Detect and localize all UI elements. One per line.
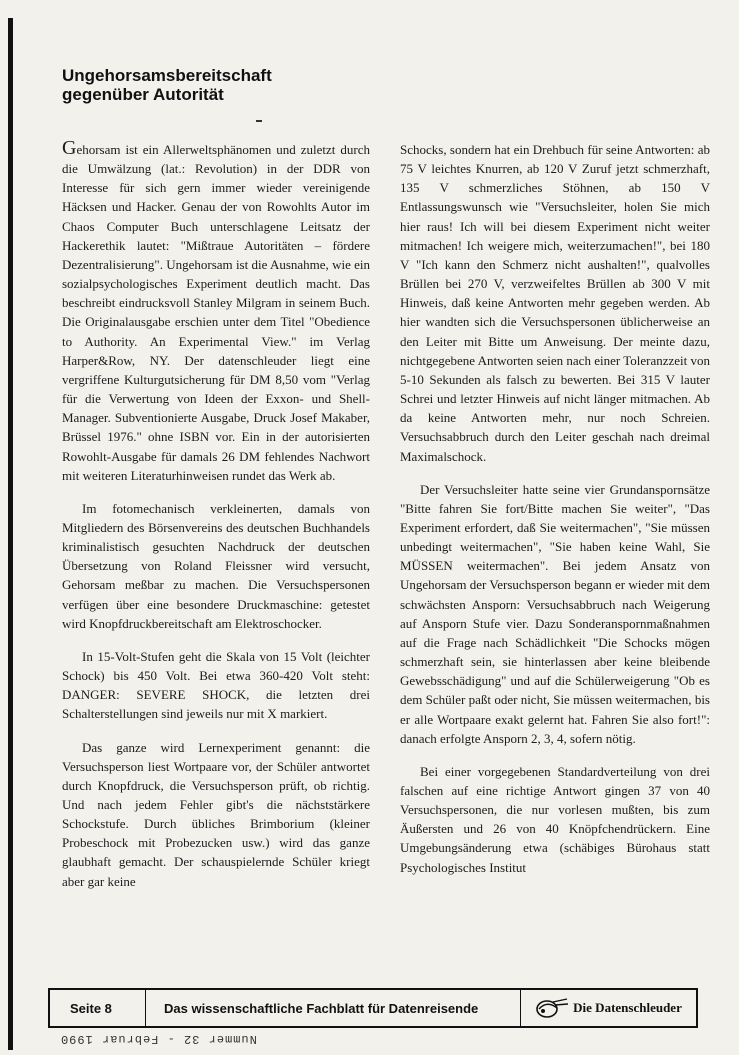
- magazine-logo: [521, 990, 696, 1026]
- paragraph-1-text: ehorsam ist ein Allerweltsphänomen und zuletzt durch die Umwälzung (lat.: Revolution) in der DDR von Interesse für sich gern immer wieder vereinigende Häcksen und Hacker. Genau der von Rowohlts Autor im Chaos Computer Buch unterschlagene Leitsatz der Hackerethik lautet: "Mißtraue Autoritäten – fördere Dezentralisierung". Ungehorsam ist die Ausnahme, wie ein sozialpsychologisches Experiment deutlich macht. Das beschreibt eindrucksvoll Stanley Milgram in seinem Buch. Die Originalausgabe erschien unter dem Titel "Obedience to Authority. An Experimental View." im Verlag Harper&Row, NY. Der datenschleuder liegt eine vergriffene Kulturgutsicherung für DM 8,50 vom "Verlag für die Verwertung von Ideen der Exxon- und Shell-Manager. Subventionierte Ausgabe, Druck Josef Makaber, Brüssel 1976." ohne ISBN vor. Ein in der autorisierten Rowohlt-Ausgabe für damals 26 DM fehlendes Nachwort mit weiteren Literaturhinweisen rundet das Werk ab.: [62, 142, 370, 483]
- page-footer: [48, 988, 698, 1028]
- paragraph-2: Im fotomechanisch verkleinerten, damals von Mitgliedern des Börsenvereins des deutschen Buchhandels kriminalistisch gesuchten Nachdruck der deutschen Übersetzung von Roland Fleissner wird versucht, Gehorsam meßbar zu machen. Die Versuchspersonen verfügen über eine besondere Druckmaschine: getestet wird Knopfdruckbereitschaft am Elektroschocker.: [62, 500, 370, 631]
- sling-hand-icon: [535, 996, 569, 1020]
- paragraph-3: In 15-Volt-Stufen geht die Skala von 15 Volt (leichter Schock) bis 450 Volt. Bei etwa 360-420 Volt steht: DANGER: SEVERE SHOCK, die letzten drei Schalterstellungen sind jeweils nur mit X markiert.: [62, 648, 370, 722]
- drop-cap: G: [62, 137, 77, 159]
- article-title-line-2: gegenüber Autorität: [62, 85, 224, 104]
- page-edge-bar: [8, 18, 13, 1050]
- article-title: [62, 66, 272, 104]
- magazine-tagline: Das wissenschaftliche Fachblatt für Datenreisende: [146, 990, 521, 1026]
- issue-number-mirrored: Nummer 32 - Februar 1990: [60, 1032, 257, 1046]
- paragraph-7: Bei einer vorgegebenen Standardverteilung von drei falschen auf eine richtige Antwort gingen 37 von 40 Versuchspersonen, die nur vorlesen mußten, bis zum Äußersten und 26 von 40 Knöpfchendrückern. Eine Umgebungsänderung etwa (schäbiges Bürohaus statt Psychologisches Institut: [400, 763, 710, 875]
- paragraph-6: Der Versuchsleiter hatte seine vier Grundanspornsätze "Bitte fahren Sie fort/Bitte machen Sie weiter", "Das Experiment erfordert, daß Sie weitermachen", "Sie müssen unbedingt weitermachen", "Sie haben keine Wahl, Sie MÜSSEN weitermachen". Bei jedem Ansatz von Ungehorsam der Versuchsperson begann er wieder mit dem schwächsten Ansporn: Versuchsabbruch nach Weigerung auf Ansporn Stufe vier. Dazu Sonderanspornmaßnahmen auf die Frage nach Schädlichkeit "Die Schocks mögen schmerzhaft sein, sie hinterlassen aber keine bleibende Gewebsschädigung" und auf die Schülerweigerung "Ob es dem Schüler paßt oder nicht, Sie müssen weitermachen, bis er alle Wortpaare exakt gelernt hat. Fahren Sie also fort!": danach erfolgte Ansporn 2, 3, 4, sofern nötig.: [400, 481, 710, 746]
- title-divider: [256, 120, 262, 122]
- paragraph-5: Schocks, sondern hat ein Drehbuch für seine Antworten: ab 75 V leichtes Knurren, ab 120 V Zuruf jetzt schmerzhaft, 135 V schmerzliches Stöhnen, ab 150 V Entlassungswunsch wie "Versuchsleiter, holen Sie mich hier raus! Ich will bei diesem Experiment nicht weiter mitmachen! Ich weigere mich, weiterzumachen!", bei 180 V "Ich kann den Schmerz nicht aushalten!", qualvolles Brüllen bei 270 V, verzweifeltes Brüllen ab 300 V mit Hinweis, daß keine Antworten mehr gegeben werden. Ab hier wandten sich die Versuchspersonen üblicherweise an den Leiter mit Bitte um Anweisung. Der meinte dazu, nichtgegebene Antworten seien nach einer Toleranzzeit von 5-10 Sekunden als falsch zu bewerten. Bei 315 V lauter Schrei und letzter Hinweis auf nicht länger mitmachen. Ab da keine Antworten mehr, nur noch Schreien. Versuchsabbruch durch den Leiter geschah nach dreimal Maximalschock.: [400, 142, 711, 464]
- paragraph-1: [62, 137, 370, 485]
- page-number: Seite 8: [50, 990, 146, 1026]
- right-column: [400, 140, 710, 891]
- article-title-line-1: Ungehorsamsbereitschaft: [62, 66, 272, 85]
- paragraph-4: Das ganze wird Lernexperiment genannt: die Versuchsperson liest Wortpaare vor, der Schüler antwortet durch Knopfdruck, die Versuchsperson prüft, ob richtig. Und nach jedem Fehler gibt's die nächststärkere Schockstufe. Durch übliches Brimborium (kleiner Probeschock mit Probezucken usw.) wird das ganze glaubhaft gemacht. Der schauspielernde Schüler kriegt aber gar keine: [62, 739, 370, 889]
- left-column: [62, 137, 370, 905]
- magazine-logo-text: Die Datenschleuder: [573, 1000, 682, 1015]
